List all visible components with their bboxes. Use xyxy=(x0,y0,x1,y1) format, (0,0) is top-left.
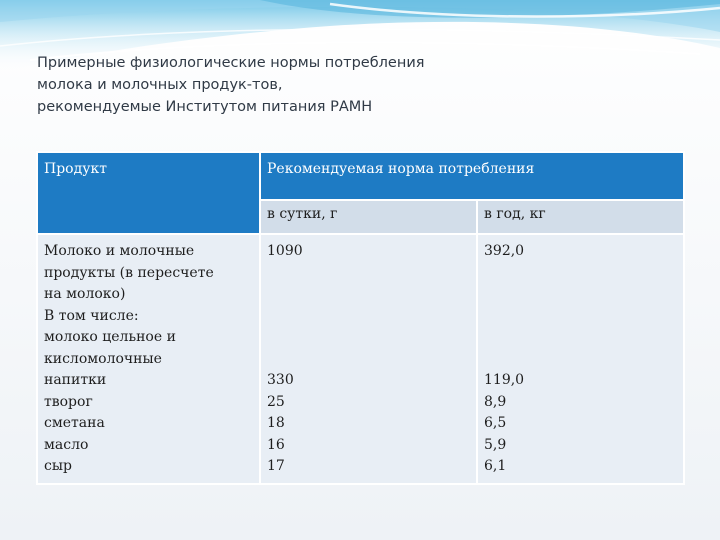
per-day-value: 17 xyxy=(267,458,285,474)
header-per-year: в год, кг xyxy=(477,200,684,234)
product-line: на молоко) xyxy=(44,286,126,302)
per-day-value: 18 xyxy=(267,415,285,431)
per-year-values-cell xyxy=(477,234,684,484)
header-per-day: в сутки, г xyxy=(260,200,477,234)
per-year-value: 6,5 xyxy=(484,415,507,431)
per-year-value xyxy=(484,284,677,306)
product-line: напитки xyxy=(44,372,107,388)
per-year-value: 392,0 xyxy=(484,243,525,259)
product-line: кисломолочные xyxy=(44,350,162,367)
header-recommended-norm: Рекомендуемая норма потребления xyxy=(260,152,684,200)
per-day-value xyxy=(267,327,470,349)
table-header-row xyxy=(37,152,684,200)
per-year-value xyxy=(484,349,677,371)
table-row xyxy=(37,234,684,484)
products-cell xyxy=(37,234,260,484)
product-line: сметана xyxy=(44,415,105,431)
per-year-value: 8,9 xyxy=(484,393,507,410)
per-day-value: 330 xyxy=(267,372,294,388)
per-day-value: 25 xyxy=(267,393,285,410)
product-line: масло xyxy=(44,436,89,453)
header-product: Продукт xyxy=(37,152,260,234)
per-day-values-cell xyxy=(260,234,477,484)
product-line: сыр xyxy=(44,458,72,474)
per-day-value xyxy=(267,263,470,285)
product-line: творог xyxy=(44,393,93,410)
per-year-value xyxy=(484,263,677,285)
slide-title xyxy=(37,52,597,118)
per-day-value: 16 xyxy=(267,436,285,453)
slide-title-line-3: рекомендуемые Институтом питания РАМН xyxy=(37,99,373,115)
per-year-value: 6,1 xyxy=(484,458,507,474)
per-day-value xyxy=(267,349,470,371)
per-year-value: 119,0 xyxy=(484,372,525,388)
per-year-value xyxy=(484,306,677,328)
per-day-value: 1090 xyxy=(267,243,303,259)
consumption-norms-table xyxy=(36,151,685,485)
slide-title-line-1: Примерные физиологические нормы потребления xyxy=(37,55,425,71)
per-day-value xyxy=(267,284,470,306)
per-year-value: 5,9 xyxy=(484,436,507,453)
per-year-value xyxy=(484,327,677,349)
product-line: продукты (в пересчете xyxy=(44,264,214,281)
product-line: В том числе: xyxy=(44,307,139,324)
per-day-value xyxy=(267,306,470,328)
slide-title-line-2: молока и молочных продук-тов, xyxy=(37,77,283,93)
product-line: Молоко и молочные xyxy=(44,243,195,259)
product-line: молоко цельное и xyxy=(44,329,176,345)
